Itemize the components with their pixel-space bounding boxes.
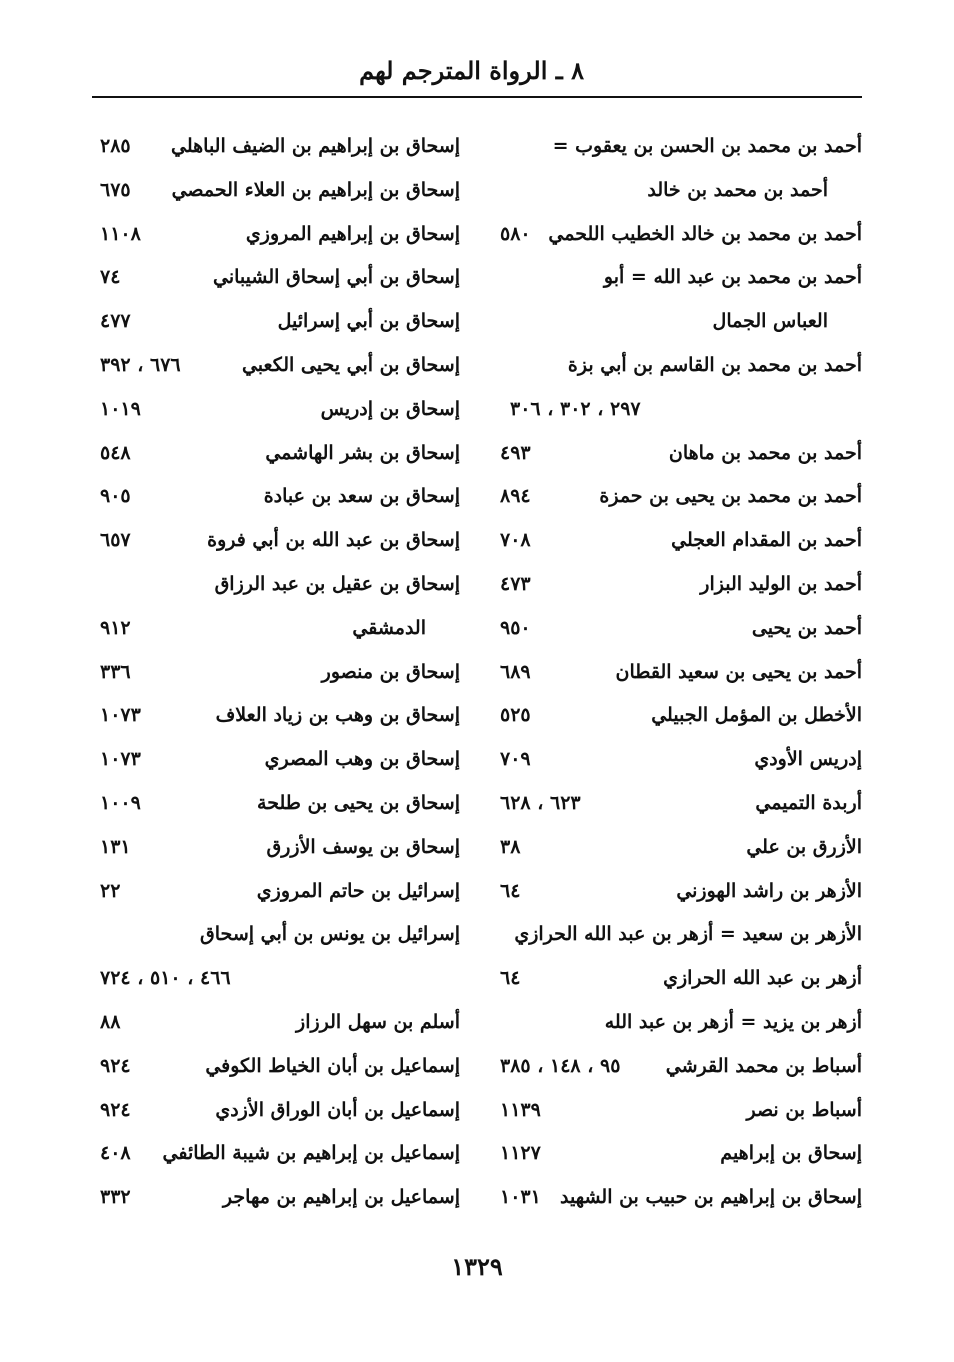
entry-name: أحمد بن محمد بن خالد الخطيب اللحمي	[548, 222, 862, 245]
entry-page-refs: ٦٧٥	[100, 178, 131, 201]
index-entry	[100, 1001, 460, 1045]
entry-name: الأزهر بن سعيد = أزهر بن عبد الله الحرازي	[514, 923, 862, 946]
index-entry	[500, 125, 862, 169]
entry-name: أحمد بن محمد بن عبد الله = أبو	[603, 266, 862, 289]
index-entry	[500, 344, 862, 388]
header-rule	[92, 96, 862, 98]
index-entry	[100, 607, 460, 651]
entry-page-refs: ٤٠٨	[100, 1142, 131, 1165]
index-entry	[100, 300, 460, 344]
index-entry	[500, 1176, 862, 1220]
index-entry	[500, 782, 862, 826]
entry-page-refs: ٥٨٠	[500, 222, 531, 245]
entry-page-refs: ٤٧٣	[500, 572, 531, 595]
index-entry	[500, 870, 862, 914]
entry-page-refs: ١٠٠٩	[100, 791, 141, 814]
index-column-left	[100, 125, 460, 1221]
index-entry	[500, 913, 862, 957]
entry-page-refs: ١٠١٩	[100, 397, 141, 420]
index-entry	[100, 1045, 460, 1089]
entry-name: إسحاق بن إبراهيم بن حبيب بن الشهيد	[559, 1186, 862, 1209]
index-entry	[500, 256, 862, 300]
entry-page-refs: ٩٥ ، ١٤٨ ، ٣٨٥	[500, 1054, 621, 1077]
entry-name: إسرائيل بن يونس بن أبي إسحاق	[200, 923, 460, 946]
entry-name: أحمد بن المقدام العجلي	[671, 529, 862, 552]
index-entry	[100, 388, 460, 432]
entry-name: أربدة التميمي	[755, 791, 862, 814]
entry-page-refs: ١٠٧٣	[100, 748, 141, 771]
entry-name: أزهر بن يزيد = أزهر بن عبد الله	[604, 1010, 862, 1033]
entry-name: الأزرق بن علي	[746, 835, 862, 858]
entry-name: إسحاق بن يوسف الأزرق	[266, 835, 460, 858]
entry-name: الدمشقي	[352, 616, 426, 639]
entry-page-refs: ٤٧٧	[100, 310, 131, 333]
entry-name: إسحاق بن إبراهيم	[720, 1142, 862, 1165]
entry-name: أزهر بن عبد الله الحرازي	[663, 967, 862, 990]
entry-page-refs: ٢٩٧ ، ٣٠٢ ، ٣٠٦	[510, 397, 641, 420]
running-header-title: ٨ ـ الرواة المترجم لهم	[359, 56, 584, 85]
index-entry	[100, 563, 460, 607]
index-entry	[500, 388, 862, 432]
index-entry	[100, 913, 460, 957]
entry-page-refs: ٦٤	[500, 967, 521, 990]
index-entry	[100, 475, 460, 519]
entry-name: إدريس الأودي	[754, 748, 862, 771]
index-entry	[100, 782, 460, 826]
index-entry	[500, 519, 862, 563]
entry-page-refs: ٨٩٤	[500, 485, 531, 508]
index-entry	[500, 738, 862, 782]
entry-page-refs: ٦٨٩	[500, 660, 531, 683]
index-entry	[500, 169, 862, 213]
entry-page-refs: ٣٣٢	[100, 1186, 131, 1209]
index-entry	[100, 651, 460, 695]
entry-page-refs: ١٠٣١	[500, 1186, 541, 1209]
index-entry	[100, 957, 460, 1001]
entry-page-refs: ٦٧٦ ، ٣٩٢	[100, 353, 181, 376]
entry-name: أسباط بن محمد القرشي	[665, 1054, 862, 1077]
entry-name: أحمد بن يحيى	[751, 616, 862, 639]
index-entry	[100, 344, 460, 388]
entry-page-refs: ٥٤٨	[100, 441, 131, 464]
entry-name: إسحاق بن سعد بن عبادة	[263, 485, 460, 508]
index-entry	[100, 169, 460, 213]
index-column-right	[500, 125, 862, 1221]
entry-name: أحمد بن محمد بن ماهان	[668, 441, 862, 464]
entry-page-refs: ٤٦٦ ، ٥١٠ ، ٧٢٤	[100, 967, 231, 990]
entry-page-refs: ٧٠٨	[500, 529, 531, 552]
entry-page-refs: ٥٢٥	[500, 704, 531, 727]
entry-name: إسحاق بن أبي إسحاق الشيباني	[213, 266, 460, 289]
entry-name: العباس الجمال	[712, 310, 828, 333]
index-entry	[100, 1176, 460, 1220]
entry-page-refs: ٩١٢	[100, 616, 131, 639]
index-entry	[500, 1089, 862, 1133]
entry-name: الأزهر بن راشد الهوزني	[676, 879, 862, 902]
entry-name: إسحاق بن إبراهيم بن العلاء الحمصي	[171, 178, 460, 201]
entry-name: إسماعيل بن إبراهيم بن شيبة الطائفي	[162, 1142, 460, 1165]
index-entry	[100, 870, 460, 914]
entry-page-refs: ٩٢٤	[100, 1054, 131, 1077]
page-number: ١٣٢٩	[451, 1252, 503, 1281]
index-entry	[500, 651, 862, 695]
entry-page-refs: ٧٠٩	[500, 748, 531, 771]
index-entry	[500, 607, 862, 651]
index-entry	[500, 432, 862, 476]
index-entry	[500, 694, 862, 738]
entry-name: إسحاق بن عبد الله بن أبي فروة	[207, 529, 460, 552]
entry-page-refs: ١١٢٧	[500, 1142, 541, 1165]
entry-page-refs: ٦٢٣ ، ٦٢٨	[500, 791, 581, 814]
index-entry	[500, 1001, 862, 1045]
index-entry	[100, 1132, 460, 1176]
index-entry	[500, 1045, 862, 1089]
entry-name: إسحاق بن إدريس	[320, 397, 460, 420]
entry-name: إسحاق بن منصور	[321, 660, 460, 683]
entry-page-refs: ١٣١	[100, 835, 131, 858]
entry-page-refs: ٢٨٥	[100, 135, 131, 157]
index-entry	[100, 826, 460, 870]
index-entry	[100, 213, 460, 257]
index-entry	[500, 213, 862, 257]
index-entry	[100, 519, 460, 563]
entry-page-refs: ٢٢	[100, 879, 121, 902]
index-entry	[500, 826, 862, 870]
entry-name: إسحاق بن بشر الهاشمي	[265, 441, 460, 464]
entry-page-refs: ٨٨	[100, 1010, 121, 1033]
entry-name: إسحاق بن عقيل بن عبد الرزاق	[214, 572, 460, 595]
index-entry	[100, 1089, 460, 1133]
entry-name: إسرائيل بن حاتم المروزي	[256, 879, 460, 902]
entry-page-refs: ١٠٧٣	[100, 704, 141, 727]
entry-page-refs: ٦٥٧	[100, 529, 131, 552]
entry-page-refs: ٣٣٦	[100, 660, 131, 683]
entry-name: إسماعيل بن أبان الخياط الكوفي	[205, 1054, 460, 1077]
index-entry	[500, 300, 862, 344]
index-entry	[100, 432, 460, 476]
entry-name: إسحاق بن إبراهيم بن الضيف الباهلي	[171, 135, 460, 157]
entry-name: أسباط بن نصر	[746, 1098, 862, 1121]
entry-page-refs: ٧٤	[100, 266, 121, 289]
entry-name: إسماعيل بن إبراهيم بن مهاجر	[222, 1186, 460, 1209]
entry-page-refs: ٩٥٠	[500, 616, 531, 639]
entry-name: إسحاق بن أبي يحيى الكعبي	[241, 353, 460, 376]
entry-page-refs: ٦٤	[500, 879, 521, 902]
entry-name: إسحاق بن أبي إسرائيل	[277, 310, 460, 333]
entry-name: أحمد بن محمد بن الحسن بن يعقوب =	[552, 135, 862, 157]
entry-page-refs: ٩٠٥	[100, 485, 131, 508]
entry-page-refs: ٤٩٣	[500, 441, 531, 464]
index-entry	[500, 475, 862, 519]
index-entry	[500, 563, 862, 607]
entry-page-refs: ١١٠٨	[100, 222, 141, 245]
entry-page-refs: ٩٢٤	[100, 1098, 131, 1121]
entry-name: إسماعيل بن أبان الوراق الأزدي	[215, 1098, 460, 1121]
index-entry	[500, 1132, 862, 1176]
index-entry	[100, 694, 460, 738]
entry-name: أسلم بن سهل الرزاز	[296, 1010, 460, 1033]
entry-name: إسحاق بن وهب المصري	[264, 748, 460, 771]
entry-name: أحمد بن محمد بن يحيى بن حمزة	[599, 485, 862, 508]
entry-name: إسحاق بن يحيى بن طلحة	[257, 791, 460, 814]
entry-name: أحمد بن يحيى بن سعيد القطان	[615, 660, 862, 683]
index-entry	[100, 256, 460, 300]
entry-name: أحمد بن محمد بن خالد	[647, 178, 828, 201]
entry-name: أحمد بن الوليد البزار	[700, 572, 862, 595]
index-entry	[100, 738, 460, 782]
entry-name: إسحاق بن وهب بن زياد العلاف	[215, 704, 460, 727]
entry-name: الأخطل بن المؤمل الجبيلي	[651, 704, 862, 727]
entry-name: إسحاق بن إبراهيم المروزي	[245, 222, 460, 245]
entry-page-refs: ١١٣٩	[500, 1098, 541, 1121]
entry-page-refs: ٣٨	[500, 835, 521, 858]
index-entry	[500, 957, 862, 1001]
index-entry	[100, 125, 460, 169]
entry-name: أحمد بن محمد بن القاسم بن أبي بزة	[567, 353, 862, 376]
